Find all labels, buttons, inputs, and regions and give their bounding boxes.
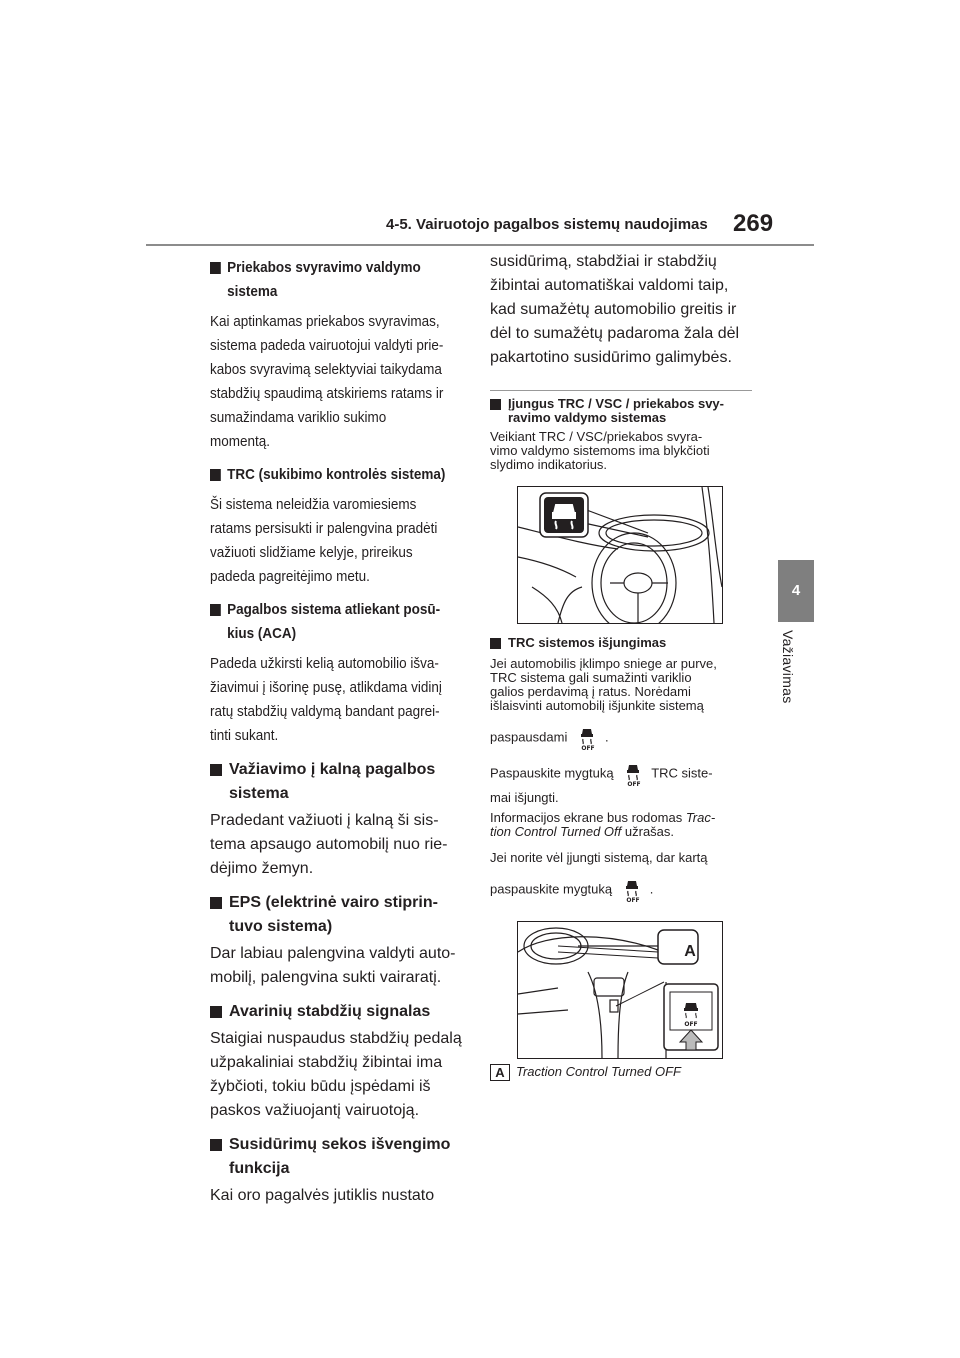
chapter-label: Važiavimas (780, 630, 796, 704)
section-heading: Susidūrimų sekos išvengimo funkcija (210, 1133, 466, 1181)
bullet-square-icon (210, 764, 222, 776)
callout-label: A (684, 943, 696, 960)
dashboard-drawing (518, 487, 722, 623)
figure-caption: A Traction Control Turned OFF (490, 1063, 752, 1081)
bullet-square-icon (210, 262, 221, 274)
svg-text:OFF: OFF (626, 897, 640, 903)
section-title: 4-5. Vairuotojo pagalbos sistemų naudojimas (386, 216, 708, 233)
section-heading: Pagalbos sistema atliekant posū- kius (ACA) (210, 598, 466, 646)
vsc-off-icon (575, 725, 601, 751)
console-illustration (517, 921, 723, 1059)
bullet-square-icon (210, 604, 221, 616)
svg-text:OFF: OFF (684, 1021, 698, 1028)
trc-section: TRC (sukibimo kontrolės sistema) Ši sistema neleidžia varomiesiems ratams persisukti ir palengvina pradėti važiuoti slidžiame kelyje, prireikus padeda pagreitėjimo metu. (210, 463, 466, 589)
collision-continued: susidūrimą, stabdžiai ir stabdžių žibintai automatiškai valdomi taip, kad sumažėtų automobilio greitis ir dėl to sumažėtų padaroma žala dėl pakartotino susidūrimo galimybės. (490, 253, 740, 366)
chapter-tab: 4 (778, 560, 814, 622)
collision-section: Susidūrimų sekos išvengimo funkcija Kai oro pagalvės jutiklis nustato (210, 1133, 466, 1208)
bullet-square-icon (210, 469, 221, 481)
hill-section: Važiavimo į kalną pagalbos sistema Pradedant važiuoti į kalną ši sis- tema apsaugo automobilį nuo rie- dėjimo žemyn. (210, 758, 466, 881)
section-heading: EPS (elektrinė vairo stiprin- tuvo sistema) (210, 891, 466, 939)
dashboard-illustration (517, 486, 723, 624)
bullet-square-icon (210, 897, 222, 909)
section-heading: Važiavimo į kalną pagalbos sistema (210, 758, 466, 806)
section-heading: TRC sistemos išjungimas (490, 636, 752, 650)
bullet-square-icon (210, 1006, 222, 1018)
left-column (210, 256, 466, 1208)
console-drawing (518, 922, 722, 1058)
bullet-square-icon (490, 638, 501, 649)
caption-badge: A (490, 1064, 510, 1081)
svg-text:OFF: OFF (627, 781, 641, 787)
activation-section: Įjungus TRC / VSC / priekabos svy- ravimo valdymo sistemas Veikiant TRC / VSC/priekabos svyra- vimo valdymo sistemoms ima blykčioti slydimo indikatorius. (490, 397, 752, 472)
page-number: 269 (733, 210, 774, 237)
bullet-square-icon (490, 399, 501, 410)
header-rule (146, 244, 814, 246)
svg-text:OFF: OFF (581, 745, 595, 751)
divider (490, 390, 752, 391)
eps-section: EPS (elektrinė vairo stiprin- tuvo sistema) Dar labiau palengvina valdyti auto- mobilį, palengvina sukti vairaratį. (210, 891, 466, 990)
trailer-sway-section: Priekabos svyravimo valdymo sistema Kai aptinkamas priekabos svyravimas, sistema padeda vairuotojui valdyti prie- kabos svyravimą selektyviai taikydama stabdžių spaudimą atskiriems ratams ir sumažindama variklio sukimo momentą. (210, 256, 466, 454)
trc-off-section: TRC sistemos išjungimas Jei automobilis įklimpo sniege ar purve, TRC sistema gali sumažinti variklio galios perdavimą į ratus. Norėdami išlaisvinti automobilį išjunkite sistemą paspausdami OFF . Paspauskite mygtuką OFF TRC siste- mai išjungti. Informacijos ekrane bus rodomas Trac- tion Control Turned Off užrašas. Jei norite vėl įjungti sistemą, dar kartą paspauskite mygtuką OFF . (490, 636, 752, 903)
vsc-off-icon (620, 877, 646, 903)
bullet-square-icon (210, 1139, 222, 1151)
vsc-off-icon (621, 761, 647, 787)
section-heading: Priekabos svyravimo valdymo sistema (210, 256, 466, 304)
section-heading: Avarinių stabdžių signalas (210, 1000, 466, 1024)
aca-section: Pagalbos sistema atliekant posū- kius (ACA) Padeda užkirsti kelią automobilio išva- žiavimui į išorinę pusę, atlikdama vidinį ratų stabdžių valdymą bandant pagrei- tinti sukant. (210, 598, 466, 748)
emergency-signal-section: Avarinių stabdžių signalas Staigiai nuspaudus stabdžių pedalą užpakaliniai stabdžių žibintai ima žybčioti, tokiu būdu įspėdami iš paskos važiuojantį vairuotoją. (210, 1000, 466, 1123)
section-heading: TRC (sukibimo kontrolės sistema) (210, 463, 466, 487)
section-heading: Įjungus TRC / VSC / priekabos svy- ravimo valdymo sistemas (490, 397, 752, 425)
right-column (490, 250, 752, 1081)
